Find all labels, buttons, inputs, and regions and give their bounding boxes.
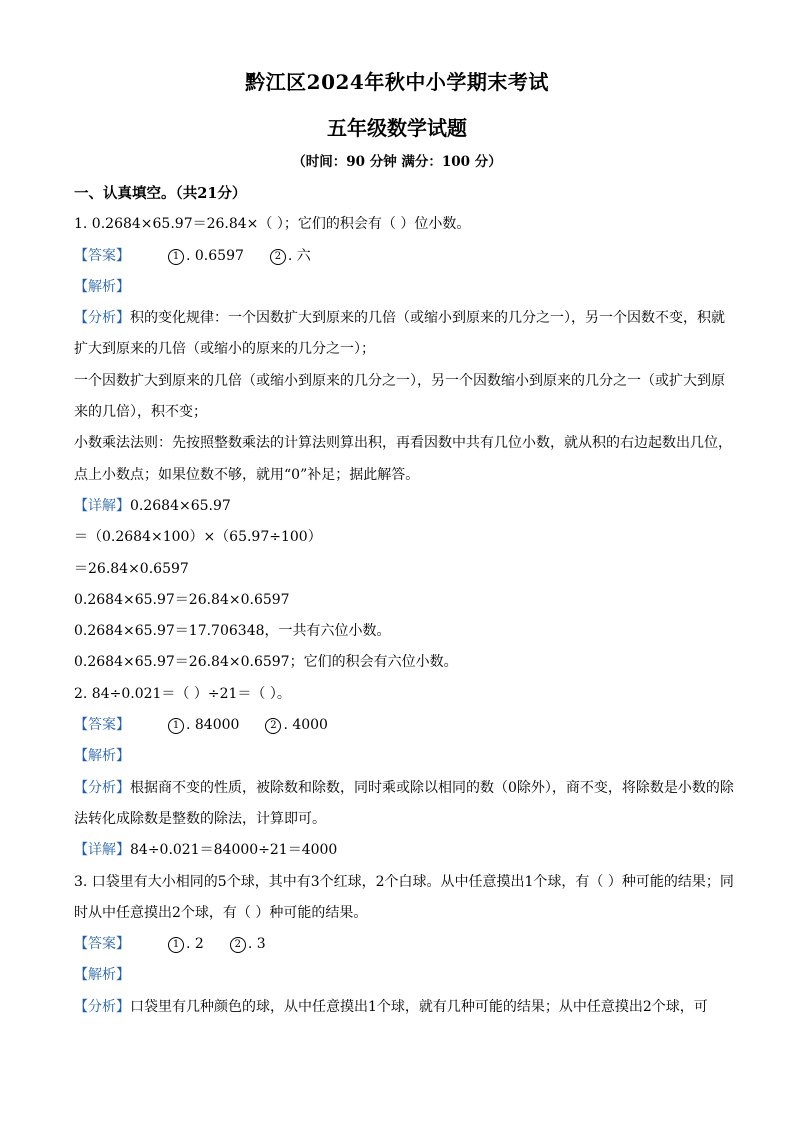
circled-number: 1 <box>168 718 184 734</box>
q1-detail-line: 0.2684×65.97＝17.706348，一共有六位小数。 <box>74 623 391 640</box>
answer-item-2 <box>270 241 311 272</box>
answer-tag: 【答案】 <box>74 936 130 953</box>
circled-number: 2 <box>265 718 281 734</box>
question-3: 3. 口袋里有大小相同的5个球，其中有3个红球，2个白球。从中任意摸出1个球，有（ ）种可能的结果；同时从中任意摸出2个球，有（ ）种可能的结果。 <box>74 873 734 921</box>
answer-text: . 3 <box>247 936 266 953</box>
fenxi-text: 口袋里有几种颜色的球，从中任意摸出1个球，就有几种可能的结果；从中任意摸出2个球，可 <box>130 998 708 1015</box>
q3-fenxi <box>74 992 734 1023</box>
circled-number: 2 <box>270 249 286 265</box>
question-2: 2. 84÷0.021＝（ ）÷21＝（ ）。 <box>74 685 291 702</box>
circled-number: 1 <box>168 937 184 953</box>
answer-item-1 <box>168 929 204 960</box>
detail-text: 84÷0.021＝84000÷21＝4000 <box>130 842 338 859</box>
q1-detail-line: 0.2684×65.97＝26.84×0.6597；它们的积会有六位小数。 <box>74 654 458 671</box>
q1-detail-line: ＝（0.2684×100）×（65.97÷100） <box>74 529 322 546</box>
exam-subtitle: 五年级数学试题 <box>327 116 467 140</box>
answer-item-1 <box>168 241 244 272</box>
fenxi-text: 积的变化规律：一个因数扩大到原来的几倍（或缩小到原来的几分之一），另一个因数不变，积就扩大到原来的几倍（或缩小的原来的几分之一）； <box>74 310 725 358</box>
fenxi-tag: 【分析】 <box>74 310 130 327</box>
answer-text: . 2 <box>186 936 204 953</box>
q1-analysis-tag: 【解析】 <box>74 278 130 295</box>
fenxi-tag: 【分析】 <box>74 779 130 796</box>
q2-detail <box>74 835 734 866</box>
q1-detail-line: ＝26.84×0.6597 <box>74 560 189 577</box>
q1-fenxi-p2: 一个因数扩大到原来的几倍（或缩小到原来的几分之一），另一个因数缩小到原来的几分之一（或扩大到原来的几倍），积不变； <box>74 372 725 421</box>
q3-analysis-tag: 【解析】 <box>74 967 130 984</box>
answer-text: . 4000 <box>283 717 328 734</box>
section-heading: 一、认真填空。（共21分） <box>74 185 247 202</box>
fenxi-tag: 【分析】 <box>74 998 130 1015</box>
answer-text: . 六 <box>287 247 311 264</box>
q1-answer <box>74 241 734 272</box>
exam-title: 黔江区2024年秋中小学期末考试 <box>245 70 549 94</box>
answer-text: . 0.6597 <box>186 247 244 264</box>
q2-fenxi <box>74 773 734 836</box>
q1-fenxi <box>74 303 734 366</box>
document-body <box>74 178 734 1023</box>
detail-text: 0.2684×65.97 <box>130 497 231 514</box>
fenxi-text: 根据商不变的性质，被除数和除数，同时乘或除以相同的数（0除外），商不变，将除数是小数的除法转化成除数是整数的除法，计算即可。 <box>74 779 734 827</box>
q1-detail-line: 0.2684×65.97＝26.84×0.6597 <box>74 591 290 608</box>
detail-tag: 【详解】 <box>74 497 130 514</box>
exam-meta: （时间：90 分钟 满分：100 分） <box>292 154 502 170</box>
detail-tag: 【详解】 <box>74 842 130 859</box>
answer-item-2 <box>230 929 266 960</box>
q3-answer <box>74 929 734 960</box>
circled-number: 1 <box>168 249 184 265</box>
answer-tag: 【答案】 <box>74 247 130 264</box>
circled-number: 2 <box>230 937 246 953</box>
q1-fenxi-p3: 小数乘法法则：先按照整数乘法的计算法则算出积，再看因数中共有几位小数，就从积的右边起数出几位，点上小数点；如果位数不够，就用“0”补足；据此解答。 <box>74 435 732 483</box>
answer-tag: 【答案】 <box>74 717 130 734</box>
question-1: 1. 0.2684×65.97＝26.84×（ ）；它们的积会有（ ）位小数。 <box>74 216 471 233</box>
q1-detail <box>74 491 734 522</box>
answer-item-1 <box>168 710 239 741</box>
q2-answer <box>74 710 734 741</box>
answer-item-2 <box>265 710 328 741</box>
q2-analysis-tag: 【解析】 <box>74 748 130 765</box>
answer-text: . 84000 <box>186 717 240 734</box>
